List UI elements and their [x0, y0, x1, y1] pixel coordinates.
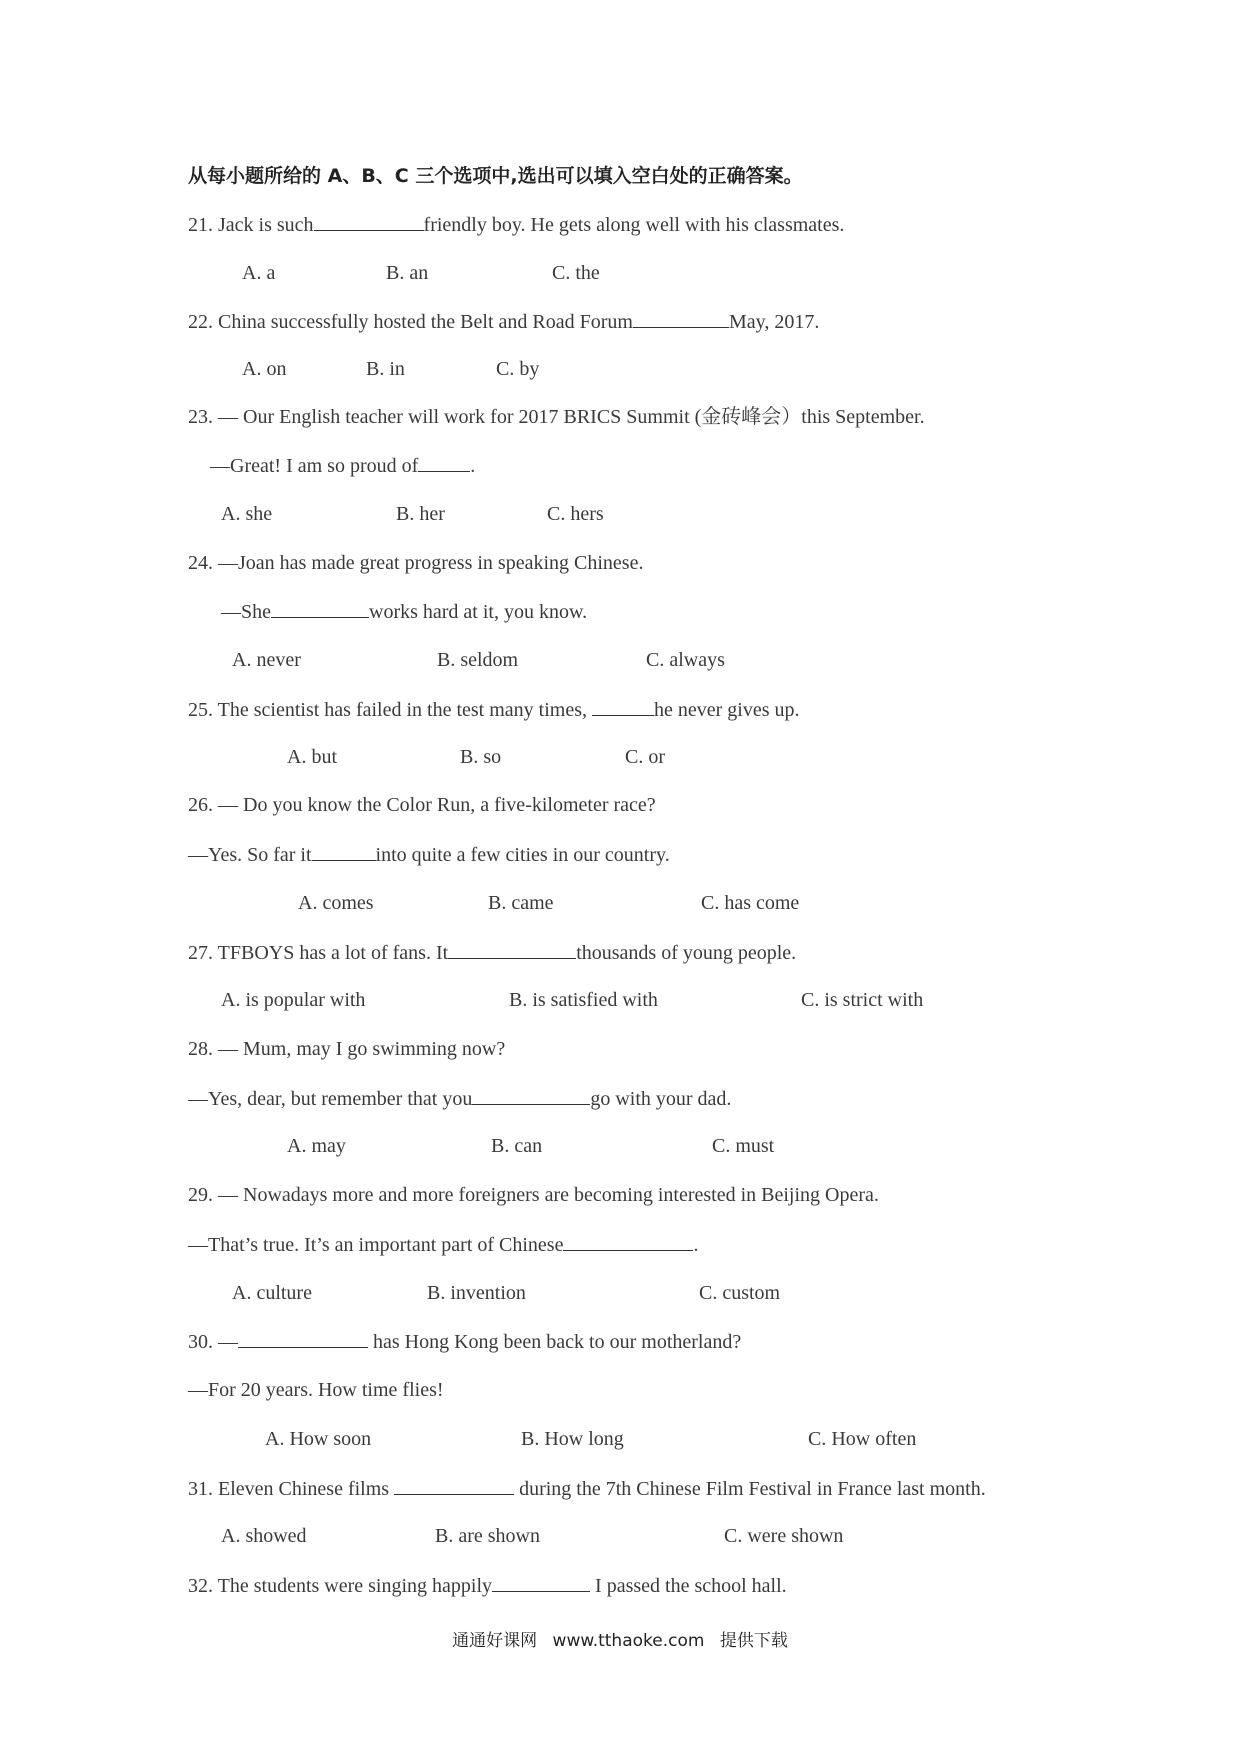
- question-22-stem: [188, 309, 819, 334]
- question-27-option-c: C. is strict with: [801, 989, 924, 1011]
- question-text: I passed the school hall.: [595, 1575, 787, 1597]
- question-28-option-a: A. may: [287, 1135, 346, 1157]
- question-26-option-b: B. came: [488, 892, 554, 914]
- question-25-option-b: B. so: [460, 746, 502, 768]
- question-text: 27. TFBOYS has a lot of fans. It: [188, 942, 449, 964]
- answer-blank: [314, 212, 424, 231]
- question-text: 32. The students were singing happily: [188, 1575, 493, 1597]
- answer-blank: [271, 599, 369, 618]
- question-21-option-a: A. a: [242, 262, 276, 284]
- question-21-stem: [188, 212, 844, 237]
- question-text: 21. Jack is such: [188, 214, 314, 236]
- answer-blank: [394, 1476, 514, 1495]
- question-text: works hard at it, you know.: [369, 601, 588, 623]
- answer-blank: [492, 1573, 590, 1592]
- question-23-option-b: B. her: [396, 503, 445, 525]
- question-25-option-a: A. but: [287, 746, 337, 768]
- question-31-option-b: B. are shown: [435, 1525, 540, 1547]
- question-25-stem: [188, 697, 800, 722]
- question-30-option-b: B. How long: [521, 1428, 624, 1450]
- question-29-option-b: B. invention: [427, 1282, 526, 1304]
- answer-blank: [563, 1232, 693, 1251]
- answer-blank: [312, 842, 376, 861]
- question-28-stem: 28. — Mum, may I go swimming now?: [188, 1038, 506, 1060]
- question-text: .: [693, 1234, 699, 1256]
- question-28-reply: [188, 1086, 731, 1111]
- question-24-reply: [221, 599, 587, 624]
- question-28-option-c: C. must: [712, 1135, 775, 1157]
- question-23-reply: [210, 453, 475, 478]
- question-21-option-c: C. the: [552, 262, 600, 284]
- question-24-option-b: B. seldom: [437, 649, 519, 671]
- question-29-reply: [188, 1232, 698, 1257]
- question-27-stem: [188, 940, 796, 965]
- question-26-stem: 26. — Do you know the Color Run, a five-kilometer race?: [188, 794, 656, 816]
- question-text: May, 2017.: [728, 311, 820, 333]
- answer-blank: [592, 697, 654, 716]
- question-text: has Hong Kong been back to our motherland?: [373, 1331, 742, 1353]
- question-26-option-a: A. comes: [298, 892, 374, 914]
- question-text: go with your dad.: [590, 1088, 732, 1110]
- question-text: he never gives up.: [654, 699, 800, 721]
- footer-url-link[interactable]: www.tthaoke.com: [552, 1631, 705, 1651]
- question-text: —Great! I am so proud of: [210, 455, 419, 477]
- question-30-option-a: A. How soon: [265, 1428, 372, 1450]
- question-text: .: [470, 455, 476, 477]
- question-30-reply: —For 20 years. How time flies!: [188, 1379, 444, 1401]
- question-text: —She: [221, 601, 271, 623]
- question-22-option-b: B. in: [366, 358, 405, 380]
- answer-blank: [448, 940, 576, 959]
- question-30-option-c: C. How often: [808, 1428, 917, 1450]
- question-27-option-b: B. is satisfied with: [509, 989, 658, 1011]
- question-text: —Yes. So far it: [188, 844, 312, 866]
- question-text: into quite a few cities in our country.: [375, 844, 670, 866]
- answer-blank: [472, 1086, 590, 1105]
- answer-blank: [238, 1329, 368, 1348]
- question-22-option-c: C. by: [496, 358, 540, 380]
- question-26-option-c: C. has come: [701, 892, 800, 914]
- question-text: —That’s true. It’s an important part of Chinese: [188, 1234, 564, 1256]
- page-footer: [0, 1626, 1240, 1651]
- question-21-option-b: B. an: [386, 262, 429, 284]
- question-24-option-c: C. always: [646, 649, 725, 671]
- answer-blank: [633, 309, 729, 328]
- question-text: 30. —: [188, 1331, 238, 1353]
- question-27-option-a: A. is popular with: [221, 989, 366, 1011]
- question-28-option-b: B. can: [491, 1135, 543, 1157]
- question-29-option-a: A. culture: [232, 1282, 312, 1304]
- question-23-option-a: A. she: [221, 503, 273, 525]
- question-32-stem: [188, 1573, 787, 1598]
- question-text: —Yes, dear, but remember that you: [188, 1088, 473, 1110]
- question-29-stem: 29. — Nowadays more and more foreigners are becoming interested in Beijing Opera.: [188, 1184, 879, 1206]
- question-31-stem: [188, 1476, 986, 1501]
- question-24-stem: 24. —Joan has made great progress in speaking Chinese.: [188, 552, 644, 574]
- question-29-option-c: C. custom: [699, 1282, 781, 1304]
- question-24-option-a: A. never: [232, 649, 301, 671]
- question-25-option-c: C. or: [625, 746, 665, 768]
- answer-blank: [418, 453, 470, 472]
- question-26-reply: [188, 842, 670, 867]
- question-text: friendly boy. He gets along well with his classmates.: [423, 214, 845, 236]
- question-text: 25. The scientist has failed in the test many times,: [188, 699, 587, 721]
- question-31-option-a: A. showed: [221, 1525, 307, 1547]
- question-30-stem: [188, 1329, 741, 1354]
- question-text: 31. Eleven Chinese films: [188, 1478, 390, 1500]
- footer-site-name: 通通好课网: [452, 1631, 538, 1651]
- question-23-option-c: C. hers: [547, 503, 604, 525]
- section-instruction: 从每小题所给的 A、B、C 三个选项中,选出可以填入空白处的正确答案。: [188, 165, 803, 187]
- question-22-option-a: A. on: [242, 358, 287, 380]
- question-text: thousands of young people.: [576, 942, 797, 964]
- question-31-option-c: C. were shown: [724, 1525, 844, 1547]
- footer-note: 提供下载: [719, 1631, 788, 1651]
- question-text: during the 7th Chinese Film Festival in France last month.: [519, 1478, 986, 1500]
- question-text: 22. China successfully hosted the Belt and Road Forum: [188, 311, 633, 333]
- question-23-stem: 23. — Our English teacher will work for 2017 BRICS Summit (金砖峰会）this September.: [188, 406, 925, 428]
